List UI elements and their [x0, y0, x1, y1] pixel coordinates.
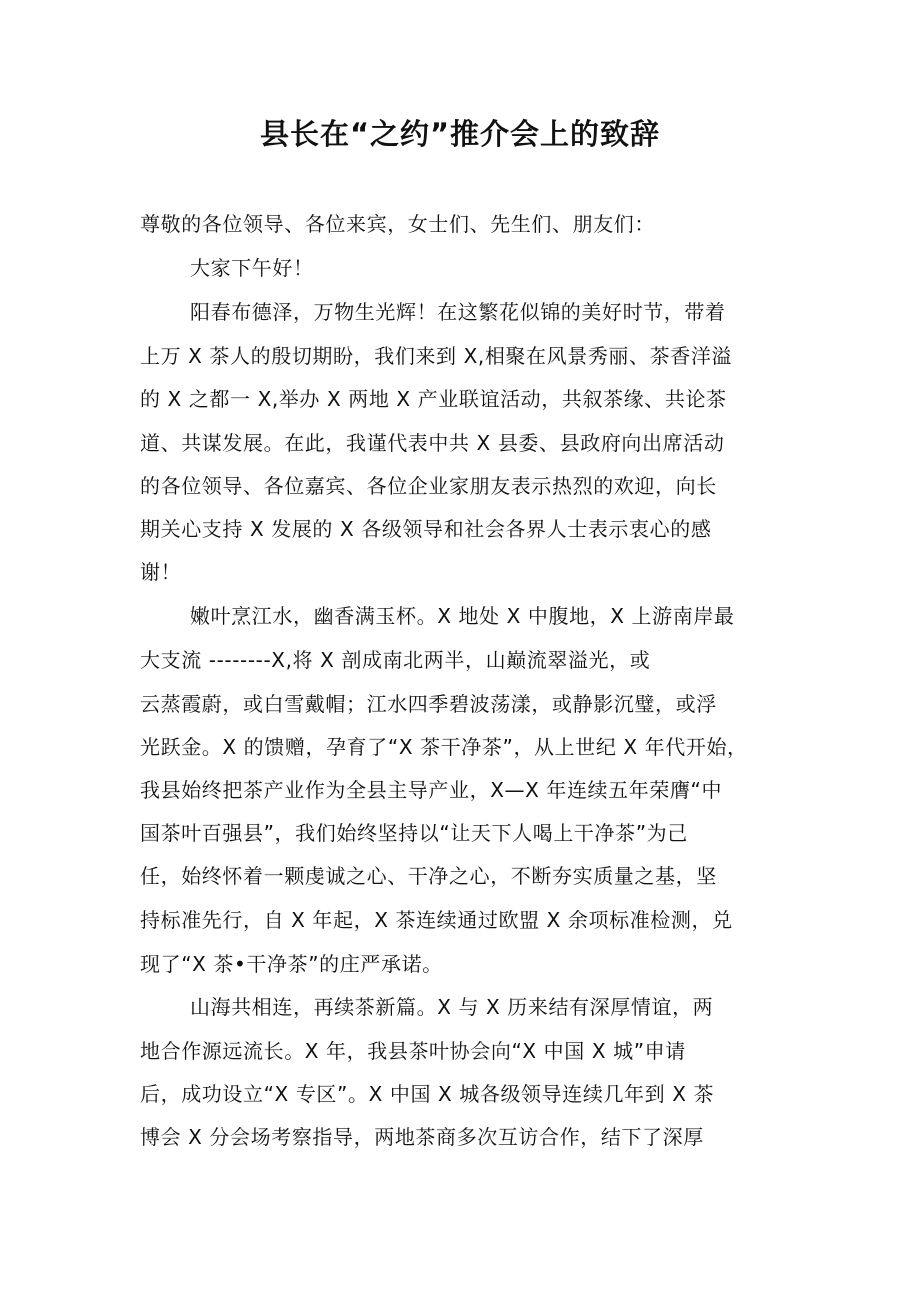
- paragraph-line: 持标准先行，自 X 年起，X 茶连续通过欧盟 X 余项标准检测，兑: [140, 908, 733, 932]
- salutation: 尊敬的各位领导、各位来宾，女士们、先生们、朋友们：: [140, 212, 655, 236]
- greeting: 大家下午好！: [190, 256, 314, 280]
- paragraph-line: 谢！: [140, 560, 182, 584]
- paragraph-line: 后，成功设立“X 专区”。X 中国 X 城各级领导连续几年到 X 茶: [140, 1082, 715, 1106]
- paragraph-line: 的 X 之都一 X,举办 X 两地 X 产业联谊活动，共叙茶缘、共论茶: [140, 387, 727, 411]
- paragraph-line: 任，始终怀着一颗虔诚之心、干净之心，不断夯实质量之基，坚: [140, 864, 717, 888]
- paragraph-line: 大支流 --------X,将 X 剖成南北两半，山巅流翠溢光，或: [140, 648, 651, 672]
- paragraph-line: 上万 X 茶人的殷切期盼，我们来到 X,相聚在风景秀丽、茶香洋溢: [140, 344, 733, 368]
- paragraph-line: 道、共谋发展。在此，我谨代表中共 X 县委、县政府向出席活动: [140, 431, 725, 455]
- paragraph-line: 嫩叶烹江水，幽香满玉杯。X 地处 X 中腹地，X 上游南岸最: [190, 604, 735, 628]
- paragraph-line: 现了“X 茶•干净茶”的庄严承诺。: [140, 952, 443, 976]
- document-title: 县长在“之约”推介会上的致辞: [259, 117, 661, 151]
- paragraph-line: 国茶叶百强县”，我们始终坚持以“让天下人喝上干净茶”为己: [140, 821, 688, 845]
- paragraph-line: 地合作源远流长。X 年，我县茶叶协会向“X 中国 X 城”申请: [140, 1039, 686, 1063]
- paragraph-line: 的各位领导、各位嘉宾、各位企业家朋友表示热烈的欢迎，向长: [140, 474, 717, 498]
- paragraph-line: 山海共相连，再续茶新篇。X 与 X 历来结有深厚情谊，两: [190, 995, 714, 1019]
- paragraph-line: 云蒸霞蔚，或白雪戴帽；江水四季碧波荡漾，或静影沉璧，或浮: [140, 692, 717, 716]
- paragraph-line: 我县始终把茶产业作为全县主导产业，X—X 年连续五年荣膺“中: [140, 778, 723, 802]
- paragraph-line: 期关心支持 X 发展的 X 各级领导和社会各界人士表示衷心的感: [140, 517, 712, 541]
- paragraph-line: 博会 X 分会场考察指导，两地茶商多次互访合作，结下了深厚: [140, 1125, 704, 1149]
- paragraph-line: 阳春布德泽，万物生光辉！在这繁花似锦的美好时节，带着: [190, 300, 726, 324]
- paragraph-line: 光跃金。X 的馈赠，孕育了“X 茶干净茶”，从上世纪 X 年代开始，: [140, 735, 748, 759]
